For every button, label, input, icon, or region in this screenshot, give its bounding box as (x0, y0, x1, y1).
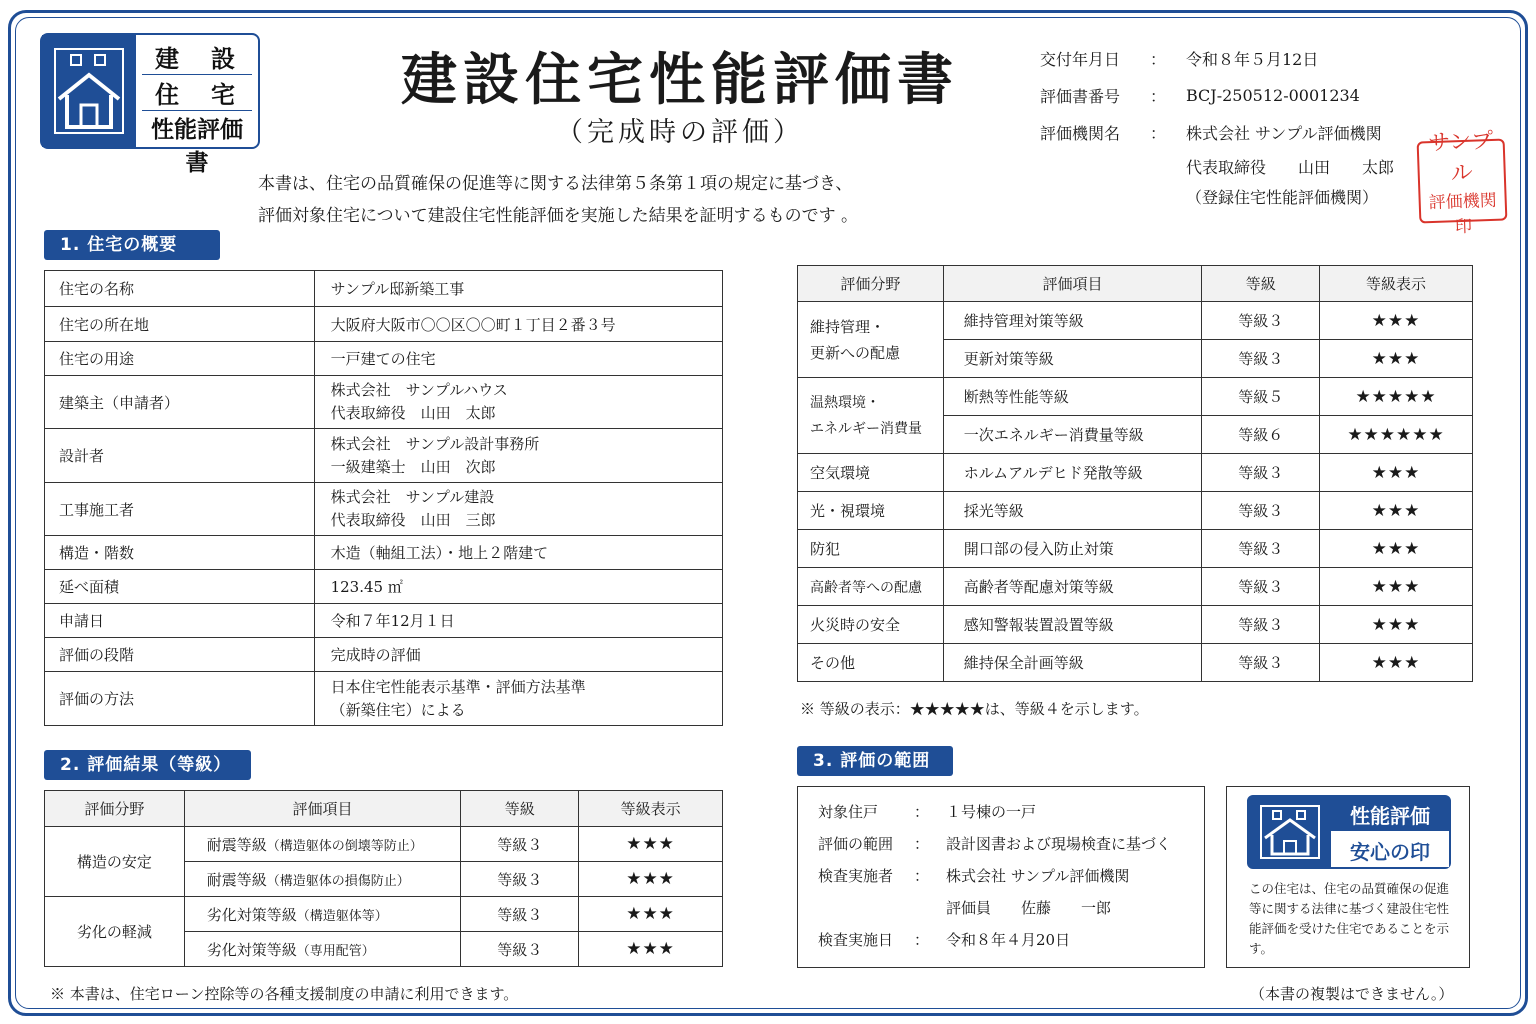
category-line-1: 維持管理・ (810, 317, 886, 336)
column-header: 評価項目 (184, 791, 461, 827)
document-meta (1040, 40, 1394, 211)
overview-table (44, 270, 723, 726)
stars-cell: ★★★ (1320, 492, 1473, 530)
overview-value-line-1: 株式会社 サンプルハウス (330, 381, 508, 399)
category-cell (798, 378, 944, 454)
badge-line-2: 安心の印 (1331, 833, 1449, 867)
table-row (45, 342, 723, 376)
table-row (798, 492, 1473, 530)
agency-rep: 代表取締役 山田 太郎 (1186, 157, 1395, 177)
table-row (798, 454, 1473, 492)
colon: ： (914, 930, 930, 949)
overview-value (314, 672, 722, 726)
table-row (798, 606, 1473, 644)
stars-cell: ★★★ (1320, 530, 1473, 568)
grade-cell: 等級３ (461, 862, 579, 897)
overview-label: 構造・階数 (45, 536, 315, 570)
table-row (45, 897, 723, 932)
table-row (45, 672, 723, 726)
item-name: 耐震等級 (206, 835, 267, 854)
overview-label: 住宅の所在地 (45, 307, 315, 342)
evaluation-range-box (797, 786, 1205, 968)
results-table (44, 790, 723, 967)
column-header: 等級表示 (579, 791, 723, 827)
range-label: 検査実施者 (818, 866, 894, 885)
category-line-2: 更新への配慮 (810, 343, 901, 362)
range-row (818, 827, 1184, 859)
overview-value: 123.45 ㎡ (314, 570, 722, 604)
table-row (45, 429, 723, 483)
overview-value: 一戸建ての住宅 (314, 342, 722, 376)
grade-cell: 等級３ (1202, 530, 1320, 568)
house-icon (49, 43, 129, 139)
colon: ： (1150, 50, 1167, 69)
agency-value: 株式会社 サンプル評価機関 (1186, 124, 1382, 143)
range-row (818, 795, 1184, 827)
overview-value (314, 483, 722, 536)
category-cell: 防犯 (798, 530, 944, 568)
range-row (818, 859, 1184, 891)
agency-registered: （登録住宅性能評価機関） (1186, 187, 1379, 207)
section-1-heading: 1. 住宅の概要 (44, 230, 220, 260)
stars-cell: ★★★ (1320, 644, 1473, 682)
overview-label: 評価の方法 (45, 672, 315, 726)
grade-cell: 等級３ (1202, 302, 1320, 340)
badge-box (1226, 786, 1470, 968)
item-note: （構造躯体の倒壊等防止） (266, 838, 423, 854)
issue-date-label: 交付年月日 (1040, 50, 1121, 69)
item-cell (184, 897, 461, 932)
overview-label: 建築主（申請者） (45, 376, 315, 429)
item-cell (184, 862, 461, 897)
stars-cell: ★★★ (1320, 340, 1473, 378)
stars-cell: ★★★ (1320, 568, 1473, 606)
item-cell (184, 932, 461, 967)
stars-cell: ★★★ (1320, 454, 1473, 492)
stamp-line-2: 評価機関印 (1428, 190, 1498, 238)
item-cell: 維持保全計画等級 (943, 644, 1202, 682)
intro-line-2: 評価対象住宅について建設住宅性能評価を実施した結果を証明するものです 。 (258, 206, 859, 226)
grade-cell: 等級３ (1202, 340, 1320, 378)
table-row (798, 530, 1473, 568)
grade-cell: 等級５ (1202, 378, 1320, 416)
grade-cell: 等級３ (1202, 606, 1320, 644)
logo-line-3: 性能評価書 (151, 117, 243, 176)
category-line-1: 温熱環境・ (810, 394, 880, 411)
grade-cell: 等級６ (1202, 416, 1320, 454)
item-cell (184, 827, 461, 862)
colon: ： (1150, 87, 1167, 106)
overview-value (314, 376, 722, 429)
intro-line-1: 本書は、住宅の品質確保の促進等に関する法律第５条第１項の規定に基づき、 (258, 174, 853, 194)
table-header-row (45, 791, 723, 827)
column-header: 等級 (1202, 266, 1320, 302)
category-cell: 光・視環境 (798, 492, 944, 530)
logo-line-1: 建 設 (142, 39, 252, 75)
stars-cell: ★★★ (579, 932, 723, 967)
overview-value-line-2: （新築住宅）による (330, 700, 466, 719)
logo-line-2: 住 宅 (142, 75, 252, 111)
performance-table (797, 265, 1473, 682)
table-row (45, 483, 723, 536)
item-cell: ホルムアルデヒド発散等級 (943, 454, 1202, 492)
document-subtitle: （完成時の評価） (556, 117, 804, 148)
colon: ： (914, 834, 930, 853)
table-row (798, 568, 1473, 606)
table-row (798, 644, 1473, 682)
table-row (45, 271, 723, 307)
table-row (45, 638, 723, 672)
range-value: 令和８年４月20日 (946, 930, 1071, 949)
category-cell: 劣化の軽減 (45, 897, 185, 967)
stars-cell: ★★★ (1320, 606, 1473, 644)
column-header: 評価項目 (943, 266, 1202, 302)
range-label: 検査実施日 (818, 930, 894, 949)
intro-text (258, 168, 858, 232)
overview-label: 延べ面積 (45, 570, 315, 604)
item-note: （構造躯体の損傷防止） (266, 873, 410, 889)
stars-cell: ★★★ (579, 827, 723, 862)
overview-label: 住宅の用途 (45, 342, 315, 376)
overview-value-line-1: 株式会社 サンプル建設 (330, 488, 495, 506)
overview-value (314, 429, 722, 483)
range-label: 評価の範囲 (818, 834, 894, 853)
table-row (45, 604, 723, 638)
stars-cell: ★★★ (579, 862, 723, 897)
range-value: １号棟の一戸 (946, 802, 1037, 821)
overview-label: 住宅の名称 (45, 271, 315, 307)
stars-cell: ★★★★★ (1320, 378, 1473, 416)
agency-label: 評価機関名 (1040, 124, 1121, 143)
overview-value-line-1: 株式会社 サンプル設計事務所 (330, 434, 540, 453)
overview-label: 工事施工者 (45, 483, 315, 536)
overview-value: 完成時の評価 (314, 638, 722, 672)
footnote-grade: ※ 等級の表示：★★★★★は、等級４を示します。 (800, 700, 1149, 718)
table-header-row (798, 266, 1473, 302)
grade-cell: 等級３ (461, 932, 579, 967)
table-row (798, 302, 1473, 340)
overview-label: 設計者 (45, 429, 315, 483)
stars-cell: ★★★ (1320, 302, 1473, 340)
grade-cell: 等級３ (1202, 492, 1320, 530)
item-cell: 採光等級 (943, 492, 1202, 530)
seal-stamp (1417, 128, 1508, 238)
item-cell: 更新対策等級 (943, 340, 1202, 378)
category-cell (798, 302, 944, 378)
footnote-support: ※ 本書は、住宅ローン控除等の各種支援制度の申請に利用できます。 (50, 985, 519, 1003)
item-note: （専用配管） (296, 943, 375, 959)
badge-line-1: 性能評価 (1331, 797, 1449, 833)
range-value: 設計図書および現場検査に基づく (946, 834, 1172, 853)
copy-note: （本書の複製はできません。） (1250, 985, 1454, 1003)
range-label: 対象住戸 (818, 802, 879, 821)
overview-value-line-2: 一級建築士 山田 次郎 (330, 457, 496, 476)
column-header: 等級 (461, 791, 579, 827)
item-cell: 断熱等性能等級 (943, 378, 1202, 416)
overview-value: 令和７年12月１日 (314, 604, 722, 638)
colon: ： (914, 866, 930, 885)
category-cell: 空気環境 (798, 454, 944, 492)
overview-label: 申請日 (45, 604, 315, 638)
document-title: 建設住宅性能評価書 (401, 47, 959, 113)
house-icon (1257, 802, 1323, 862)
table-row (45, 307, 723, 342)
item-cell: 高齢者等配慮対策等級 (943, 568, 1202, 606)
item-cell: 感知警報装置設置等級 (943, 606, 1202, 644)
table-row (45, 536, 723, 570)
column-header: 評価分野 (798, 266, 944, 302)
item-cell: 一次エネルギー消費量等級 (943, 416, 1202, 454)
stars-cell: ★★★★★★ (1320, 416, 1473, 454)
range-row (818, 891, 1184, 923)
range-row (818, 923, 1184, 955)
grade-cell: 等級３ (1202, 568, 1320, 606)
category-line-2: エネルギー消費量 (810, 420, 922, 437)
section-3-heading: 3. 評価の範囲 (797, 746, 953, 776)
grade-cell: 等級３ (1202, 454, 1320, 492)
doc-number-value: BCJ-250512-0001234 (1186, 86, 1360, 105)
stamp-line-1: サンプル (1427, 128, 1494, 187)
table-row (45, 570, 723, 604)
overview-value: サンプル邸新築工事 (314, 271, 722, 307)
category-cell: その他 (798, 644, 944, 682)
item-cell: 維持管理対策等級 (943, 302, 1202, 340)
item-name: 劣化対策等級 (206, 905, 297, 924)
grade-cell: 等級３ (461, 827, 579, 862)
item-name: 耐震等級 (206, 870, 267, 889)
range-value: 株式会社 サンプル評価機関 (946, 866, 1130, 885)
range-value: 評価員 佐藤 一郎 (946, 898, 1112, 917)
item-cell: 開口部の侵入防止対策 (943, 530, 1202, 568)
category-cell: 火災時の安全 (798, 606, 944, 644)
category-cell: 高齢者等への配慮 (798, 568, 944, 606)
colon: ： (914, 802, 930, 821)
category-cell: 構造の安定 (45, 827, 185, 897)
overview-label: 評価の段階 (45, 638, 315, 672)
grade-cell: 等級３ (461, 897, 579, 932)
overview-value: 大阪府大阪市〇〇区〇〇町１丁目２番３号 (314, 307, 722, 342)
performance-badge (1247, 795, 1451, 869)
overview-value: 木造（軸組工法）・地上２階建て (314, 536, 722, 570)
table-row (45, 376, 723, 429)
doc-number-label: 評価書番号 (1040, 87, 1121, 106)
grade-cell: 等級３ (1202, 644, 1320, 682)
overview-value-line-2: 代表取締役 山田 太郎 (330, 404, 496, 422)
overview-value-line-1: 日本住宅性能表示基準・評価方法基準 (330, 677, 586, 696)
badge-description: この住宅は、住宅の品質確保の促進等に関する法律に基づく建設住宅性能評価を受けた住宅であることを示す。 (1249, 881, 1450, 956)
logo (40, 33, 260, 176)
column-header: 等級表示 (1320, 266, 1473, 302)
colon: ： (1150, 124, 1167, 143)
table-row (798, 378, 1473, 416)
table-row (45, 827, 723, 862)
overview-value-line-2: 代表取締役 山田 三郎 (330, 511, 496, 529)
stars-cell: ★★★ (579, 897, 723, 932)
column-header: 評価分野 (45, 791, 185, 827)
section-2-heading: 2. 評価結果（等級） (44, 750, 251, 780)
item-name: 劣化対策等級 (206, 940, 297, 959)
issue-date-value: 令和８年５月12日 (1186, 50, 1319, 69)
item-note: （構造躯体等） (296, 908, 388, 924)
